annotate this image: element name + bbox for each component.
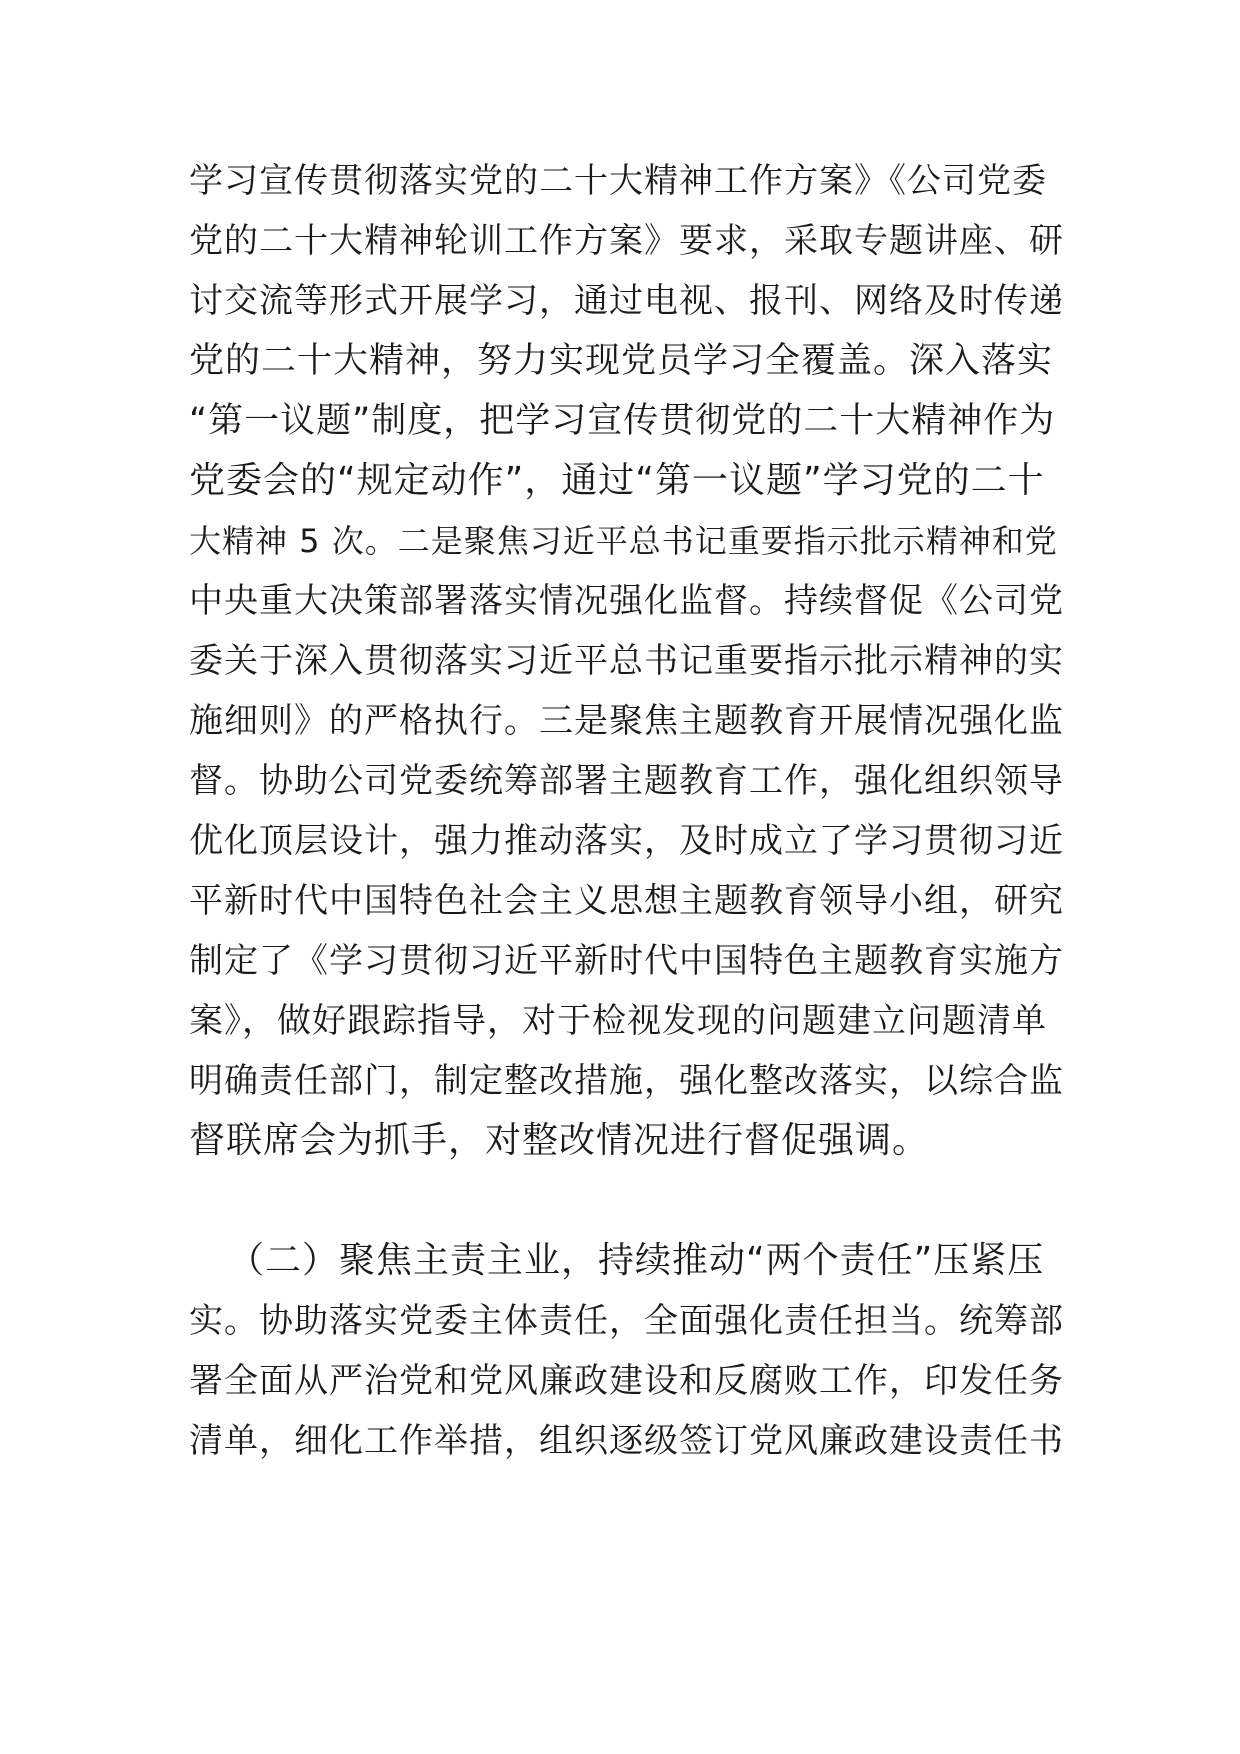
body-text-line: 学习宣传贯彻落实党的二十大精神工作方案》《公司党委 [189,161,1047,201]
body-text-line: 署全面从严治党和党风廉政建设和反腐败工作，印发任务 [189,1361,1064,1401]
body-text-line: 案》，做好跟踪指导，对于检视发现的问题建立问题清单 [189,1001,1047,1041]
body-text-line: 党的二十大精神轮训工作方案》要求，采取专题讲座、研 [189,221,1064,261]
body-text-line: 清单，细化工作举措，组织逐级签订党风廉政建设责任书 [189,1421,1064,1461]
section-heading-line: （二）聚焦主责主业，持续推动“两个责任”压紧压 [228,1240,1045,1281]
body-text-line: 优化顶层设计，强力推动落实，及时成立了学习贯彻习近 [189,821,1064,861]
body-text-line: 明确责任部门，制定整改措施，强化整改落实，以综合监 [189,1061,1064,1101]
body-text-line: 平新时代中国特色社会主义思想主题教育领导小组，研究 [189,881,1064,921]
body-text-line: 制定了《学习贯彻习近平新时代中国特色主题教育实施方 [189,941,1064,981]
body-text-line: 督联席会为抓手，对整改情况进行督促强调。 [189,1120,930,1161]
body-text-line: 党委会的“规定动作”，通过“第一议题”学习党的二十 [189,460,1045,501]
body-text-line: “第一议题”制度，把学习宣传贯彻党的二十大精神作为 [189,401,1056,441]
body-text-line: 督。协助公司党委统筹部署主题教育工作，强化组织领导 [189,761,1064,801]
body-text-line: 大精神 5 次。二是聚焦习近平总书记重要指示批示精神和党 [189,522,1058,560]
body-text-line: 施细则》的严格执行。三是聚焦主题教育开展情况强化监 [189,701,1064,741]
body-text-line: 讨交流等形式开展学习，通过电视、报刊、网络及时传递 [189,281,1064,321]
body-text-line: 委关于深入贯彻落实习近平总书记重要指示批示精神的实 [189,641,1064,681]
body-text-line: 党的二十大精神，努力实现党员学习全覆盖。深入落实 [189,341,1054,381]
body-text-line: 中央重大决策部署落实情况强化监督。持续督促《公司党 [189,581,1064,621]
body-text-line: 实。协助落实党委主体责任，全面强化责任担当。统筹部 [189,1301,1064,1341]
